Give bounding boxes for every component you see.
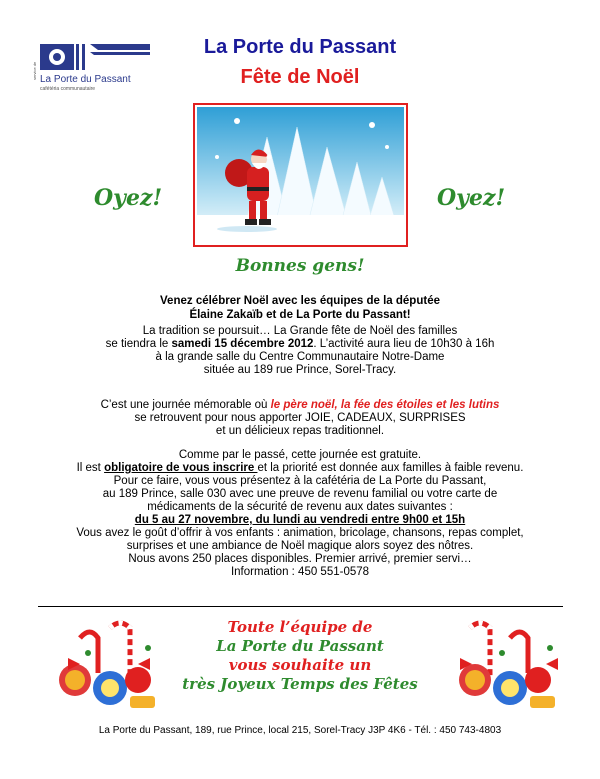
closing-line-1: Toute l’équipe de xyxy=(227,618,373,636)
intro-line-4-pre: se tiendra le xyxy=(105,338,172,350)
intro-line-6: située au 189 rue Prince, Sorel-Tracy. xyxy=(203,364,397,376)
intro-line-1: Venez célébrer Noël avec les équipes de la députée xyxy=(160,295,440,307)
event-date: samedi 15 décembre 2012 xyxy=(171,338,314,350)
santa-snow-scene-icon xyxy=(197,107,404,243)
intro-line-3: La tradition se poursuit… La Grande fête de Noël des familles xyxy=(142,325,458,337)
intro-line-4-post: . L’activité aura lieu de 10h30 à 16h xyxy=(313,338,495,350)
closing-line-3: vous souhaite un xyxy=(228,656,372,674)
memorable-line-1-pre: C’est une journée mémorable où xyxy=(100,399,271,411)
contact-info: Information : 450 551-0578 xyxy=(230,566,370,578)
logo-side-text: service de xyxy=(32,61,37,80)
registration-mandatory: obligatoire de vous inscrire xyxy=(104,462,258,474)
page-title: La Porte du Passant xyxy=(203,36,397,58)
santa-illustration xyxy=(193,103,408,247)
intro-line-5: à la grande salle du Centre Communautaire Notre-Dame xyxy=(155,351,445,363)
registration-line-2-post: et la priorité est donnée aux familles à faible revenu. xyxy=(257,462,524,474)
oyez-right: Oyez! xyxy=(437,185,506,211)
registration-line-8: surprises et une ambiance de Noël magique alors soyez des nôtres. xyxy=(126,540,474,552)
memorable-highlight: le père noël, la fée des étoiles et les lutins xyxy=(270,399,500,411)
closing-line-2: La Porte du Passant xyxy=(216,637,384,655)
logo-name: La Porte du Passant xyxy=(40,74,131,85)
registration-dates: du 5 au 27 novembre, du lundi au vendredi entre 9h00 et 15h xyxy=(134,514,466,526)
closing-message xyxy=(0,618,600,694)
registration-line-2-pre: Il est xyxy=(76,462,105,474)
intro-line-2: Élaine Zakaïb et de La Porte du Passant! xyxy=(189,309,411,321)
memorable-line-1 xyxy=(0,399,600,412)
greeting: Bonnes gens! xyxy=(235,256,365,276)
memorable-line-3: et un délicieux repas traditionnel. xyxy=(215,425,385,437)
event-title: Fête de Noël xyxy=(240,66,360,88)
registration-line-5: médicaments de la sécurité de revenu aux dates suivantes : xyxy=(147,501,453,513)
registration-line-2 xyxy=(0,462,600,475)
closing-line-4: très Joyeux Temps des Fêtes xyxy=(182,675,418,693)
registration-line-3: Pour ce faire, vous vous présentez à la cafétéria de La Porte du Passant, xyxy=(113,475,487,487)
logo-subtitle: cafétéria communautaire xyxy=(40,86,96,92)
registration-line-7: Vous avez le goût d’offrir à vos enfants : animation, bricolage, chansons, repas complet, xyxy=(76,527,524,539)
memorable-line-2: se retrouvent pour nous apporter JOIE, CADEAUX, SURPRISES xyxy=(134,412,466,424)
divider xyxy=(38,606,563,607)
registration-line-9: Nous avons 250 places disponibles. Premier arrivé, premier servi… xyxy=(128,553,472,565)
intro-line-4 xyxy=(0,338,600,351)
footer-address: La Porte du Passant, 189, rue Prince, local 215, Sorel-Tracy J3P 4K6 - Tél. : 450 743-4803 xyxy=(98,725,502,736)
registration-line-1: Comme par le passé, cette journée est gratuite. xyxy=(178,449,422,461)
registration-line-4: au 189 Prince, salle 030 avec une preuve de revenu familial ou votre carte de xyxy=(102,488,498,500)
oyez-left: Oyez! xyxy=(94,185,163,211)
